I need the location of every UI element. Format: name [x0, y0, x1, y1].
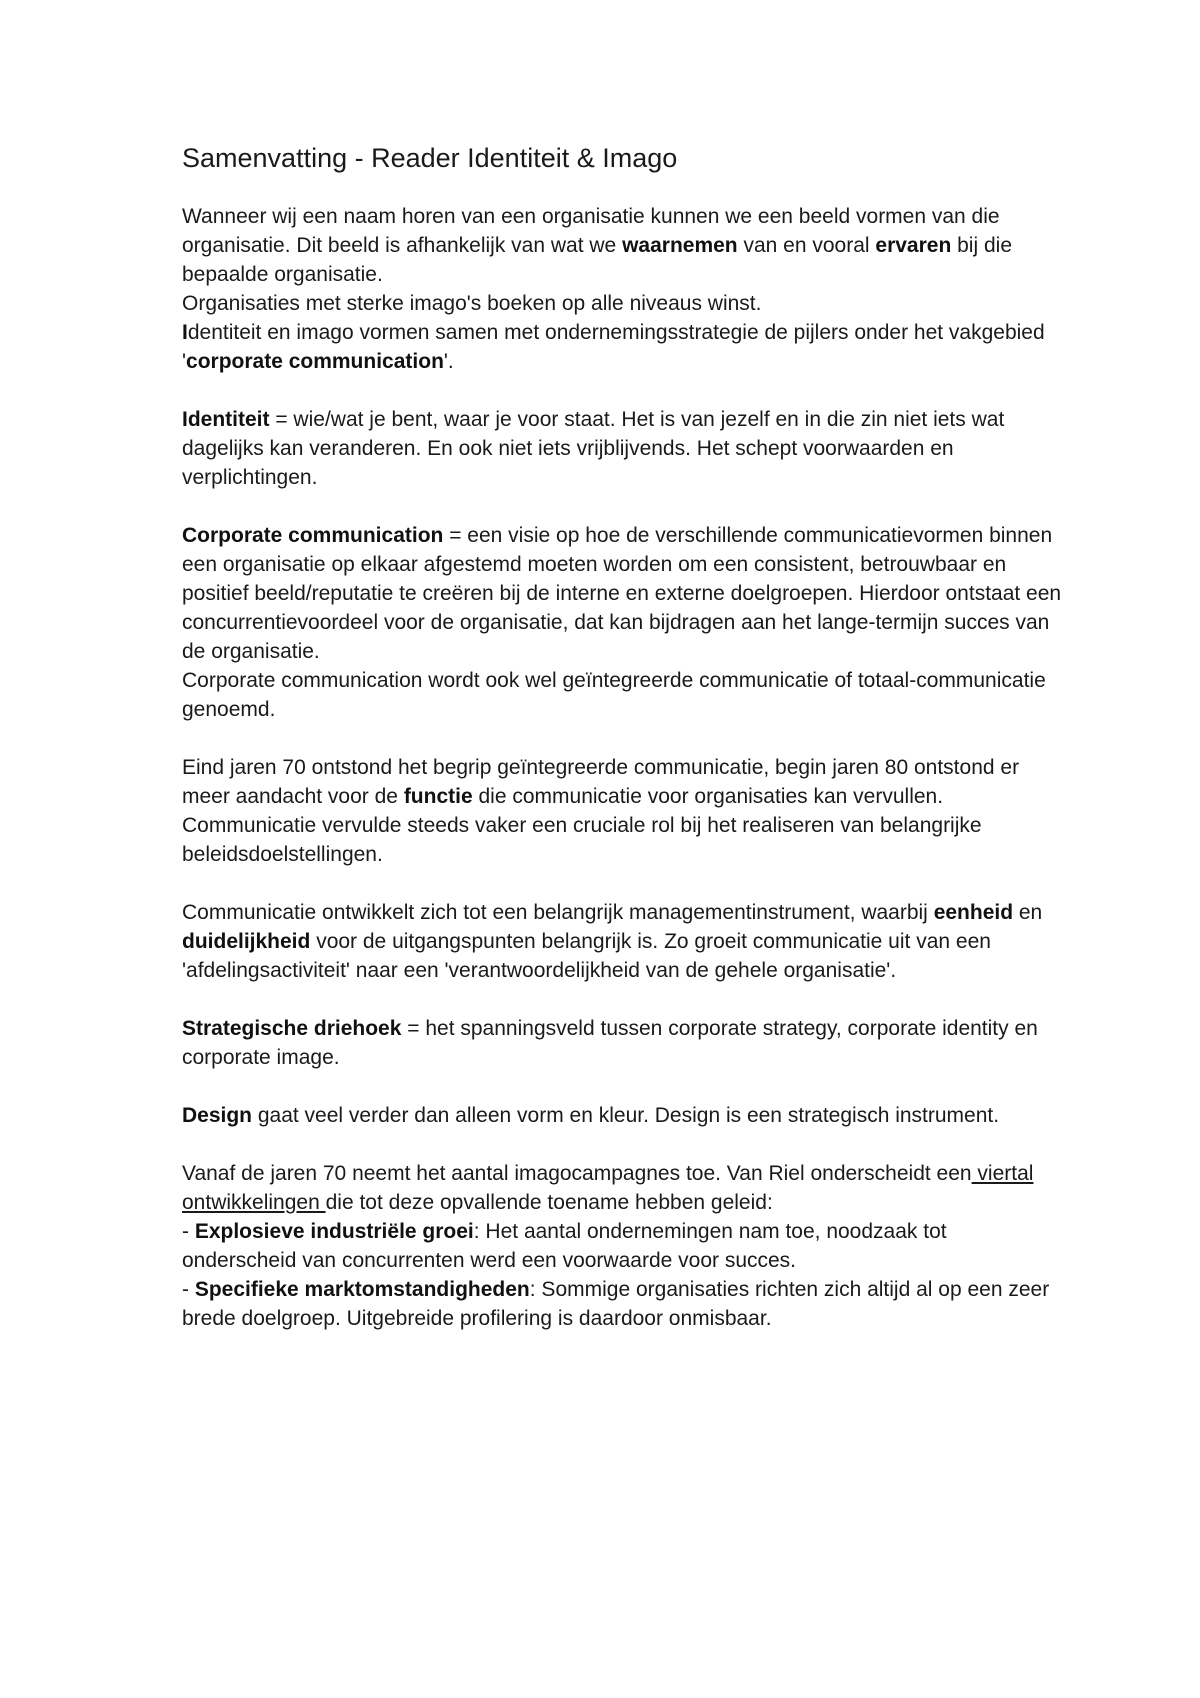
- list-item: [182, 1275, 1062, 1333]
- text: gaat veel verder dan alleen vorm en kleur. Design is een strategisch instrument.: [252, 1104, 1000, 1127]
- text: Eind jaren 70 ontstond het begrip geïntegreerde communicatie, begin jaren 80 ontstond er meer aandacht voor de: [182, 756, 1020, 808]
- text: = het spanningsveld tussen corporate strategy, corporate identity en corporate image.: [182, 1017, 1038, 1069]
- document-body: [182, 140, 1062, 1362]
- bold-term: Specifieke marktomstandigheden: [194, 1278, 530, 1301]
- bold-term: duidelijkheid: [182, 930, 311, 953]
- bold-term: Corporate communication: [182, 524, 444, 547]
- bold-term: corporate communication: [186, 350, 444, 373]
- paragraph-intro: [182, 202, 1062, 376]
- bold-term: Identiteit: [182, 408, 270, 431]
- bullet-dash: -: [182, 1220, 195, 1243]
- list-item: [182, 1217, 1062, 1275]
- bold-term: eenheid: [933, 901, 1014, 924]
- bold-term: waarnemen: [622, 234, 738, 257]
- text: = wie/wat je bent, waar je voor staat. Het is van jezelf en in die zin niet iets wat dagelijks kan veranderen. En ook niet iets vrijblijvends. Het schept voorwaarden en verplichtingen.: [182, 408, 1005, 489]
- page-title: Samenvatting - Reader Identiteit & Imago: [182, 143, 678, 173]
- text: voor de uitgangspunten belangrijk is. Zo groeit communicatie uit van een 'afdelingsactiviteit' naar een 'verantwoordelijkheid van de gehele organisatie'.: [182, 930, 991, 982]
- text: = een visie op hoe de verschillende communicatievormen binnen een organisatie op elkaar afgestemd moeten worden om een consistent, betrouwbaar en positief beeld/reputatie te creëren bij de interne en externe doelgroepen. Hierdoor ontstaat een concurrentievoordeel voor de organisatie, dat kan bijdragen aan het lange-termijn succes van de organisatie.: [182, 524, 1062, 663]
- bullet-dash: -: [182, 1278, 195, 1301]
- text: Vanaf de jaren 70 neemt het aantal imagocampagnes toe. Van Riel onderscheidt een: [182, 1162, 972, 1185]
- text: die communicatie voor organisaties kan vervullen. Communicatie vervulde steeds vaker een cruciale rol bij het realiseren van belangrijke beleidsdoelstellingen.: [182, 785, 982, 866]
- text: Wanneer wij een naam horen van een organisatie kunnen we een beeld vormen van die organisatie. Dit beeld is afhankelijk van wat we: [182, 205, 1000, 257]
- paragraph-imagocampagnes: [182, 1159, 1062, 1333]
- text: '.: [443, 350, 454, 373]
- paragraph-strategische-driehoek: [182, 1014, 1062, 1072]
- bold-letter: I: [182, 321, 188, 344]
- bold-term: ervaren: [875, 234, 952, 257]
- text: die tot deze opvallende toename hebben geleid:: [325, 1191, 773, 1214]
- paragraph-design: [182, 1101, 1062, 1130]
- paragraph-history: [182, 753, 1062, 869]
- underlined-text: viertal ontwikkelingen: [182, 1162, 1034, 1214]
- text-line: Organisaties met sterke imago's boeken op alle niveaus winst.: [182, 292, 762, 315]
- bold-term: Design: [182, 1104, 253, 1127]
- text: dentiteit en imago vormen samen met ondernemingsstrategie de pijlers onder het vakgebied ': [182, 321, 1045, 373]
- paragraph-identiteit: [182, 405, 1062, 492]
- paragraph-management: [182, 898, 1062, 985]
- bold-term: functie: [403, 785, 473, 808]
- text: : Sommige organisaties richten zich altijd al op een zeer brede doelgroep. Uitgebreide profilering is daardoor onmisbaar.: [182, 1278, 1050, 1330]
- text: : Het aantal ondernemingen nam toe, noodzaak tot onderscheid van concurrenten werd een voorwaarde voor succes.: [182, 1220, 947, 1272]
- bold-term: Explosieve industriële groei: [194, 1220, 474, 1243]
- text: Communicatie ontwikkelt zich tot een belangrijk managementinstrument, waarbij: [182, 901, 934, 924]
- text: van en vooral: [737, 234, 876, 257]
- text-line: [182, 318, 1062, 376]
- bold-term: Strategische driehoek: [182, 1017, 402, 1040]
- text: en: [1013, 901, 1043, 924]
- text: bij die bepaalde organisatie.: [182, 234, 1012, 286]
- text-line: Corporate communication wordt ook wel geïntegreerde communicatie of totaal-communicatie genoemd.: [182, 669, 1046, 721]
- paragraph-corporate-communication: [182, 521, 1062, 724]
